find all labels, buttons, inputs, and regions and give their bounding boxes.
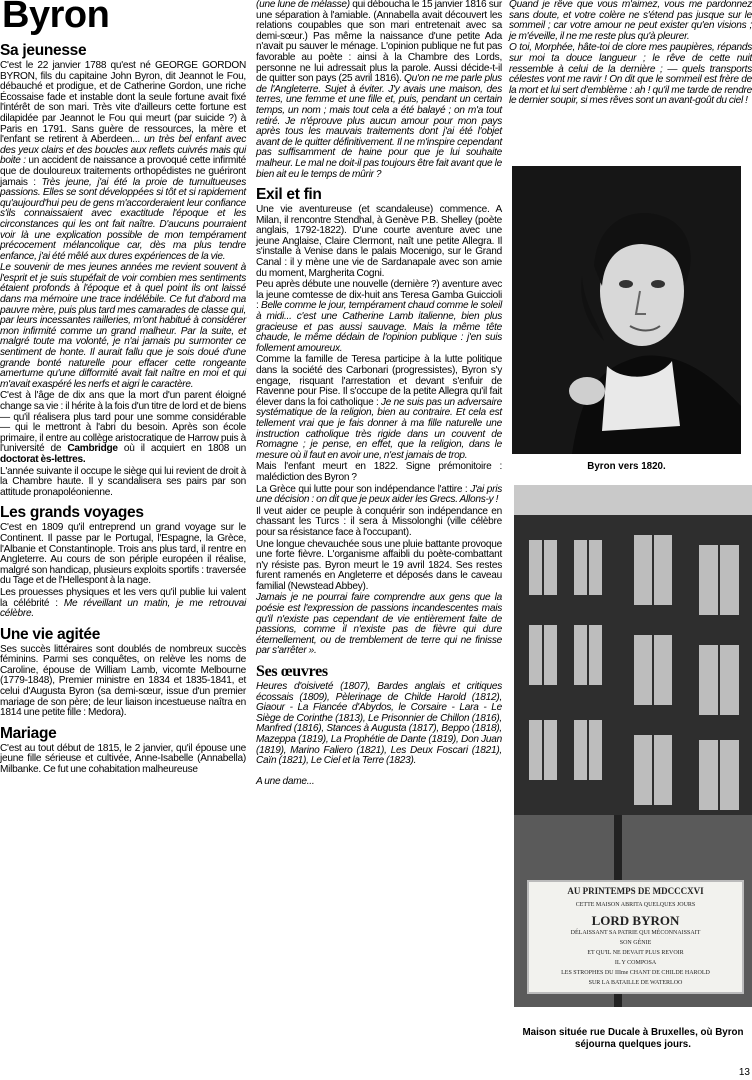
house-caption: Maison située rue Ducale à Bruxelles, où Byron séjourna quelques jours.	[522, 1027, 744, 1050]
plaque-line: LORD BYRON	[591, 913, 680, 928]
page-number: 13	[738, 1067, 750, 1078]
portrait-drawing	[512, 166, 741, 454]
paragraph	[256, 593, 502, 657]
page-title: Byron	[2, 0, 110, 36]
heading-jeunesse: Sa jeunesse	[0, 42, 87, 59]
heading-exil: Exil et fin	[256, 186, 322, 204]
column-middle	[256, 0, 502, 787]
paragraph: C'est en 1809 qu'il entreprend un grand voyage sur le Continent. Il passe par le Portugal, l'Espagne, la Grèce, l'Albanie et Constantinople. Trois ans plus tard, il rentre en Angleterre. Au cours de son périple européen il réalise, malgré son handicap, plusieurs exploits sportifs : traversée du Tage et de l'Hellespont à la nage.	[0, 522, 246, 587]
dedication: A une dame...	[256, 775, 315, 787]
column-left	[0, 0, 246, 776]
text-italic: Très jeune, j'ai été la proie de tumultueuses passions. Elles se sont développées si tôt et si rapidement qu'aujourd'hui peu de gens m'accorderaient leur confiance s'ils connaissaient avec exactitude l'époque et les circonstances qui les ont fait naître. D'aucuns pourraient voir là une explication possible de mon tempérament précocement mélancolique car, dès ma plus tendre enfance, j'ai été mêlé aux dures expériences de la vie.	[0, 176, 246, 262]
text: C'est le 22 janvier 1788 qu'est né GEORGE GORDON BYRON, fils du capitaine John Byron, dit Jeannot le Fou, débauché et prodigue, et de Catherine Gordon, une riche Écossaise fade et instable dont la seule fortune avait fixé l'intérêt de son mari. Très vite d'ailleurs cette fortune est dilapidée par Jeannot le Fou qui meurt (par suicide ?) à Paris en 1791. Sans guère de ressources, la mère et l'enfant se retirent à Aberdeen...	[0, 60, 246, 146]
paragraph	[256, 280, 502, 354]
plaque-line: CETTE MAISON ABRITA QUELQUES JOURS	[575, 902, 696, 908]
text-italic: Je ne suis pas un adversaire systématique de la religion, bien au contraire. Et cela est tellement vrai que je fais donner à ma fille naturelle une instruction catholique très rigide dans un couvent de Romagne ; je pense, en effet, que la religion, dans le mesure où il faut en avoir une, n'est jamais de trop.	[256, 396, 502, 461]
text-italic: Le souvenir de mes jeunes années me revient souvent à l'esprit et je suis stupéfait de voir combien mes sentiments étaient profonds à l'époque et à quel point ils ont laissé dans ma mémoire une trace indélébile. Ce fut d'abord ma pauvre mère, puis plus tard mes camarades de classe qui, par leurs incessantes railleries, m'ont habitué à considérer mon infirmité comme un grand malheur. Par la suite, et malgré toute ma volonté, je n'ai jamais pu surmonter ce sentiment de honte. Il aurait fallu que je sois doué d'une grande bonté naturelle pour effacer cette rongeante amertume qu'une difformité avait fait naître en moi et qui m'avait exaspéré les nerfs et aigri le caractère.	[0, 262, 246, 390]
plaque-line: ET QU'IL NE DEVAIT PLUS REVOIR	[587, 950, 684, 956]
portrait-image	[512, 166, 741, 454]
poem-paragraph	[509, 43, 752, 107]
text: La Grèce qui lutte pour son indépendance l'attire :	[256, 483, 468, 495]
paragraph	[256, 682, 502, 767]
text: Comme la famille de Teresa participe à la lutte politique dans la société des Carbonari (progressistes), Byron s'y engage, risquant l'arrestation et devant s'enfuir de Ravenne pour Pise. Il s'occupe de la petite Allegra qu'il fait élever dans la foi catholique :	[256, 354, 502, 408]
text: où il acquiert en 1808 un	[117, 443, 246, 455]
plaque-line: SON GÉNIE	[619, 940, 652, 946]
paragraph: C'est au tout début de 1815, le 2 janvier, qu'il épouse une jeune fille sérieuse et cultivée, Anne-Isabelle (Annabella) Milbanke. Ce fut une cohabitation malheureuse	[0, 742, 246, 776]
text-italic: Me réveillant un matin, je me retrouvai célèbre.	[0, 597, 246, 620]
text-italic: Quand je rêve que vous m'aimez, vous me pardonnez sans doute, et votre colère ne s'étend pas jusque sur le sommeil ; car votre amour ne peut exister qu'en visions ; je m'éveille, il ne me reste plus qu'à pleurer.	[509, 0, 752, 42]
paragraph	[256, 777, 502, 788]
paragraph	[256, 355, 502, 461]
paragraph: Ses succès littéraires sont doublés de nombreux succès féminins. Parmi ses conquêtes, on relève les noms de Caroline, épouse de William Lamb, vicomte Melbourne (1779-1848), Premier ministre en 1834 et 1835-1841, et celui d'Augusta Byron (sa demi-sœur, issue d'un premier mariage de son père; de leur liaison incestueuse naîtra en 1814 une petite fille : Medora).	[0, 643, 246, 719]
paragraph	[256, 485, 502, 506]
text-italic: J'ai pris une décision : on dit que je peux aider les Grecs. Allons-y !	[256, 483, 502, 506]
text-bold: doctorat ès-lettres.	[0, 453, 86, 465]
paragraph: Une longue chevauchée sous une pluie battante provoque une forte fièvre. L'organisme affaibli du poète-combattant n'y résiste pas. Byron meurt le 19 avril 1824. Ses restes furent ramenés en Angleterre et déposés dans le caveau familial (Newstead Abbey).	[256, 538, 502, 592]
paragraph: L'année suivante il occupe le siège qui lui revient de droit à la Chambre haute. Il y scandalisera ses pairs par son attitude pronapoléonienne.	[0, 465, 246, 498]
text: Les prouesses physiques et les vers qu'il publie lui valent la célébrité :	[0, 586, 246, 609]
paragraph	[0, 588, 246, 620]
plaque-line: DÉLAISSANT SA PATRIE QUI MÉCONNAISSAIT	[570, 930, 701, 936]
text-italic: Jamais je ne pourrai faire comprendre aux gens que la poésie est l'expression de passions incandescentes mais qu'il n'existe pas cependant de vie entièrement faite de passions, comme il n'existe pas de fièvre qui dure éternellement, ou de tremblement de terre qui ne finisse par s'arrêter ».	[256, 592, 502, 657]
plaque-line: SUR LA BATAILLE DE WATERLOO	[588, 980, 683, 986]
plaque-line: LES STROPHES DU IIIme CHANT DE CHILDE HAROLD	[561, 970, 710, 976]
text-bold: Cambridge	[67, 443, 118, 455]
paragraph	[256, 0, 502, 180]
paragraph	[0, 263, 246, 390]
text: C'est à l'âge de dix ans que la mort d'un parent éloigné change sa vie : il hérite à la fois d'un titre de lord et de biens — qu'il réalisera plus tard pour une somme considérable — qui le mettront à l'abri du besoin. Après son école primaire, il entre au collège aristocratique de Harrow puis à l'université de	[0, 390, 246, 455]
paragraph	[0, 61, 246, 262]
paragraph: Mais l'enfant meurt en 1822. Signe prémonitoire : malédiction des Byron ?	[256, 461, 502, 483]
text: Peu après débute une nouvelle (dernière ?) aventure avec la jeune comtesse de dix-huit ans Teresa Gamba Guiccioli :	[256, 279, 502, 312]
text: qui déboucha le 15 janvier 1816 sur une séparation à l'amiable. (Annabella avait découvert les relations coupables que son mari entretenait avec sa demi-sœur.) Pas même la naissance d'une petite Ada n'avait pu sauver le ménage. L'opinion publique ne fut pas favorable au poète : ainsi à la Chambre des Lords, personne ne lui adressait plus la parole. Aussi décide-t-il de quitter son pays (25 avril 1816).	[256, 0, 502, 85]
heading-agitee: Une vie agitée	[0, 625, 101, 643]
commemorative-plaque	[527, 880, 744, 994]
text-italic: O toi, Morphée, hâte-toi de clore mes paupières, répands sur moi ta douce langueur ; le rêve de cette nuit ressemble à celui de la dernière ; — quels transports célestes vont me ravir ! On dit que le sommeil est frère de la mort et lui sert d'emblème : ah ! qu'il me tarde de rendre le dernier soupir, si mes rêves sont un avant-goût du ciel !	[509, 42, 752, 107]
paragraph: Une vie aventureuse (et scandaleuse) commence. A Milan, il rencontre Stendhal, à Genève P.B. Shelley (poète anglais, 1792-1822). D'une courte aventure avec une jeune Anglaise, Claire Clermont, naît une petite Allegra. Il s'installe à Venise dans le palais Mocenigo, sur le Grand Canal : il y mène une vie de Sardanapale avec son amie du moment, Margherita Cogni.	[256, 204, 502, 279]
poem-paragraph	[509, 0, 752, 42]
text-italic: (une lune de mélasse)	[256, 0, 350, 10]
column-right	[509, 0, 752, 107]
text-italic: un très bel enfant avec des yeux clairs et des boucles aux reflets cuivrés mais qui boite :	[0, 134, 247, 167]
works-list: Heures d'oisiveté (1807), Bardes anglais et critiques écossais (1809), Pèlerinage de Childe Harold (1812), Giaour - La Fiancée d'Abydos, le Corsaire - Lara - Le Siège de Corinthe (1813), Le Prisonnier de Chillon (1816), Manfred (1816), Stances à Augusta (1817), Beppo (1818), Mazeppa (1819), La Prophétie de Dante (1819), Don Juan (1819), Marino Faliero (1821), Les Deux Foscari (1821), Caïn (1821), Le Ciel et la Terre (1823).	[256, 681, 502, 767]
plaque-line: AU PRINTEMPS DE MDCCCXVI	[567, 886, 704, 896]
text-italic: Belle comme le jour, tempérament chaud comme le soleil à midi... c'est une Catherine Lamb italienne, bien plus gracieuse et pas aussi sauvage. Mais la même tête chaude, le même dédain de l'opinion publique : j'en suis follement amoureux.	[256, 300, 502, 354]
text: un accident de naissance a provoqué cette infirmité que de douloureux traitements orthopédistes ne guériront jamais :	[0, 155, 246, 188]
paragraph: Il veut aider ce peuple à conquérir son indépendance en chassant les Turcs : il sera à Missolonghi (ville célèbre pour sa résistance face à l'occupant).	[256, 505, 502, 538]
heading-oeuvres: Ses œuvres	[256, 663, 328, 681]
heading-voyages: Les grands voyages	[0, 504, 144, 522]
text-italic: Qu'on ne me parle plus de l'Angleterre. Sujet à éviter. J'y avais une maison, des terres, une femme et une fille et, puis, pendant un certain temps, un nom ; mais tout cela a été balayé ; on m'a tout retiré. Je n'éprouve plus aucun amour pour mon pays après tous les mauvais traitements dont j'ai été l'objet avant de le quitter définitivement. Il ne m'inspire cependant pas suffisamment de haine pour que je lui souhaite malheur. Le mal ne doit-il pas toujours être fait avant que le bien ait eu le temps de mûrir ?	[256, 73, 502, 180]
plaque-line: IL Y COMPOSA	[614, 960, 657, 966]
paragraph	[0, 391, 246, 465]
heading-mariage: Mariage	[0, 724, 57, 742]
portrait-caption: Byron vers 1820.	[587, 461, 666, 472]
